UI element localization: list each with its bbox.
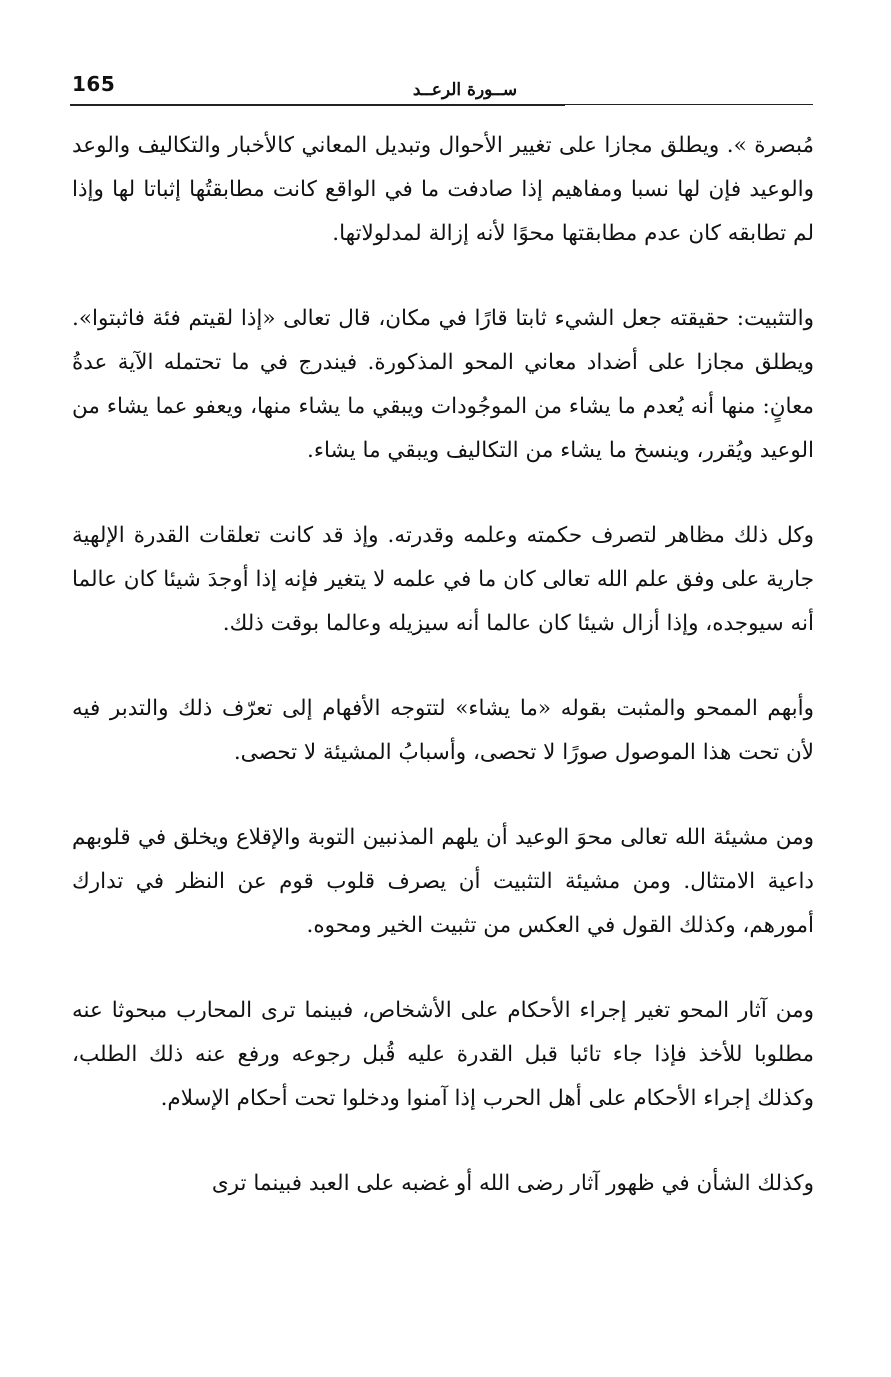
running-head-title: ســورة الرعــد — [412, 80, 518, 100]
paragraph-6: ومن آثار المحو تغير إجراء الأحكام على الأشخاص، فبينما ترى المحارب مبحوثا عنه مطلوبا للأخذ فإذا جاء تائبا قبل القدرة عليه قُبل رجوعه ورفع عنه ذلك الطلب، وكذلك إجراء الأحكام على أهل الحرب إذا آمنوا ودخلوا تحت أحكام الإسلام. — [72, 998, 814, 1111]
header-rule-thick — [70, 104, 565, 106]
paragraph-3: وكل ذلك مظاهر لتصرف حكمته وعلمه وقدرته. وإذ قد كانت تعلقات القدرة الإلهية جارية على وفق علم الله تعالى كان ما في علمه لا يتغير فإنه إذا أوجدَ شيئا كان عالما أنه سيوجده، وإذا أزال شيئا كان عالما أنه سيزيله وعالما بوقت ذلك. — [72, 523, 814, 636]
paragraph-1: مُبصرة ». ويطلق مجازا على تغيير الأحوال وتبديل المعاني كالأخبار والتكاليف والوعد والوعيد فإن لها نسبا ومفاهيم إذا صادفت ما في الواقع كانت مطابقتُها إثباتا لها وإذا لم تطابقه كان عدم مطابقتها محوًا لأنه إزالة لمدلولاتها. — [72, 133, 814, 246]
paragraph-7: وكذلك الشأن في ظهور آثار رضى الله أو غضبه على العبد فبينما ترى — [211, 1171, 814, 1196]
body-text — [72, 124, 814, 1206]
paragraph-5: ومن مشيئة الله تعالى محوَ الوعيد أن يلهم المذنبين التوبة والإقلاع ويخلق في قلوبهم داعية الامتثال. ومن مشيئة التثبيت أن يصرف قلوب قوم عن النظر في تدارك أمورهم، وكذلك القول في العكس من تثبيت الخير ومحوه. — [72, 825, 814, 938]
page-number: 165 — [72, 72, 116, 96]
paragraph-4: وأبهم الممحو والمثبت بقوله «ما يشاء» لتتوجه الأفهام إلى تعرّف ذلك والتدبر فيه لأن تحت هذا الموصول صورًا لا تحصى، وأسبابُ المشيئة لا تحصى. — [72, 696, 814, 765]
paragraph-2: والتثبيت: حقيقته جعل الشيء ثابتا قارًا في مكان، قال تعالى «إذا لقيتم فئة فاثبتوا». ويطلق مجازا على أضداد معاني المحو المذكورة. فيندرج في ما تحتمله الآية عدةُ معانٍ: منها أنه يُعدم ما يشاء من الموجُودات ويبقي ما يشاء منها، ويعفو عما يشاء من الوعيد ويُقرر، وينسخ ما يشاء من التكاليف ويبقي ما يشاء. — [72, 306, 814, 463]
header-rule-thin — [565, 104, 813, 105]
